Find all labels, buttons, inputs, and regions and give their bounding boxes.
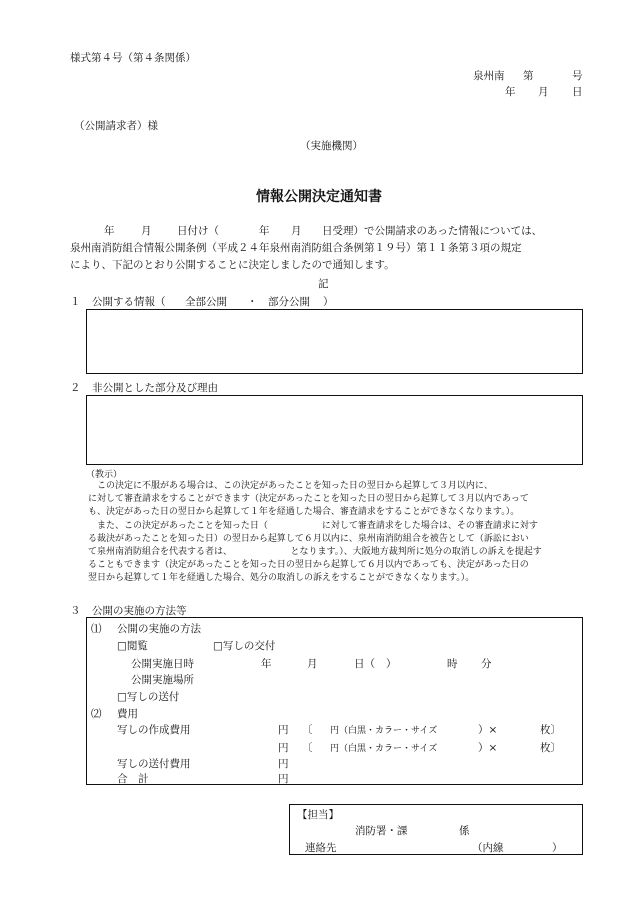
dt-close: ） [386, 658, 397, 670]
dt-hour: 時 [447, 658, 458, 670]
cost-row1-times: ）× [478, 724, 498, 736]
intro-date-label: 日付け（ [177, 225, 219, 237]
intro-line2: 泉州南消防組合情報公開条例（平成２４年泉州南消防組合条例第１９号）第１１条第３項の規定 [70, 242, 522, 254]
intro-recv-month: 月 [291, 225, 302, 237]
addressee: （公開請求者）様 [74, 120, 158, 132]
section1-option-full: 全部公開 [185, 296, 227, 308]
cost-row2-yen: 円 [278, 742, 289, 754]
contact-ext-open: （内線 [472, 842, 504, 854]
section1-label: 公開する情報（ [92, 296, 166, 308]
notice-line: る裁決があったことを知った日）の翌日から起算して６月以内に、泉州南消防組合を被告として（訴訟におい [88, 533, 529, 544]
send-cost-yen: 円 [278, 758, 289, 770]
intro-month: 月 [141, 225, 152, 237]
intro-line3: により、下記のとおり公開することに決定しましたので通知します。 [70, 259, 395, 271]
cost-row2-open: 〔 [302, 742, 313, 754]
cost-row1-yen: 円 [278, 724, 289, 736]
notice-line: この決定に不服がある場合は、この決定があったことを知った日の翌日から起算して３月以内に、 [88, 481, 493, 491]
send-cost-label: 写しの送付費用 [117, 758, 191, 770]
section1-option-partial: 部分公開 [268, 296, 310, 308]
total-label: 合 計 [117, 773, 149, 785]
sub1-number: ⑴ [91, 623, 102, 635]
form-number: 様式第４号（第４条関係） [70, 52, 196, 64]
copy-send-checkbox[interactable]: □写しの送付 [117, 691, 180, 703]
contact-tel-label: 連絡先 [305, 842, 337, 854]
make-cost-label: 写しの作成費用 [117, 724, 191, 736]
cost-row1-detail: 円（白黒・カラー・サイズ [330, 726, 438, 736]
contact-ext-close: ） [552, 842, 563, 854]
cost-row2-times: ）× [478, 742, 498, 754]
cost-row1-open: 〔 [302, 724, 313, 736]
doc-number-prefix: 泉州南 [473, 70, 505, 82]
section2-box[interactable] [86, 395, 583, 465]
cost-row1-sheets: 枚〕 [540, 724, 561, 736]
sub2-label: 費用 [117, 708, 138, 720]
section1-close: ） [323, 296, 334, 308]
dt-month: 月 [307, 658, 318, 670]
view-checkbox[interactable]: □閲覧 [117, 640, 148, 652]
total-yen: 円 [278, 773, 289, 785]
date-day: 日 [572, 86, 583, 98]
intro-recv-year: 年 [259, 225, 270, 237]
sub1-label: 公開の実施の方法 [117, 623, 201, 635]
notice-body [88, 480, 584, 586]
section1-box[interactable] [86, 309, 583, 374]
section2-number: ２ [70, 382, 81, 394]
sub2-number: ⑵ [91, 708, 102, 720]
date-year: 年 [505, 86, 516, 98]
ki-label: 記 [318, 278, 329, 290]
section1-number: １ [70, 296, 81, 308]
agency: （実施機関） [300, 140, 363, 152]
date-month: 月 [538, 86, 549, 98]
contact-head: 【担当】 [297, 809, 339, 821]
page-title: 情報公開決定通知書 [256, 189, 382, 205]
intro-line1-tail: 日受理）で公開請求のあった情報については、 [322, 225, 543, 237]
notice-head: （教示） [86, 470, 123, 480]
section2-label: 非公開とした部分及び理由 [92, 382, 218, 394]
datetime-label: 公開実施日時 [131, 658, 194, 670]
notice-line: も、決定があった日の翌日から起算して１年を経過した場合、審査請求をすることができなくなります。）。 [88, 507, 520, 518]
section3-label: 公開の実施の方法等 [92, 605, 187, 617]
doc-number-mid: 第 [523, 70, 534, 82]
notice-line: て泉州南消防組合を代表する者は、 となります。）、大阪地方裁判所に処分の取消しの訴えを提起す [88, 547, 542, 558]
notice-line: に対して審査請求をすることができます（決定があったことを知った日の翌日から起算して３月以内であって [88, 494, 529, 505]
copy-give-checkbox[interactable]: □写しの交付 [213, 640, 276, 652]
notice-line: 翌日から起算して１年を経過した場合、処分の取消しの訴えをすることができなくなります。）。 [88, 573, 475, 584]
dt-year: 年 [261, 658, 272, 670]
dt-minute: 分 [481, 658, 492, 670]
contact-dept: 消防署・課 [355, 825, 408, 837]
section1-dot: ・ [247, 296, 258, 308]
section3-number: ３ [70, 605, 81, 617]
contact-kakari: 係 [459, 825, 470, 837]
notice-line: ることもできます（決定があったことを知った日の翌日から起算して６月以内であっても、決定があった日の [88, 560, 529, 571]
dt-day: 日（ [354, 658, 375, 670]
cost-row2-detail: 円（白黒・カラー・サイズ [330, 744, 438, 754]
notice-line: また、この決定があったことを知った日（ に対して審査請求をした場合は、その審査請求に対す [88, 520, 538, 531]
place-label: 公開実施場所 [131, 674, 194, 686]
doc-number-suffix: 号 [572, 70, 583, 82]
intro-year: 年 [104, 225, 115, 237]
cost-row2-sheets: 枚〕 [540, 742, 561, 754]
